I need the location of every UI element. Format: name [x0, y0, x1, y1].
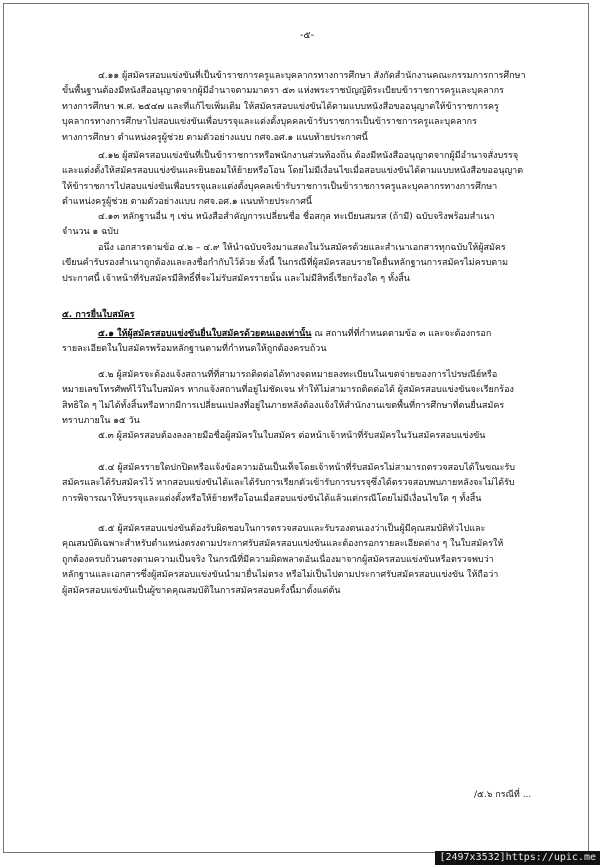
section-heading: ๕. การยื่นใบสมัคร [62, 310, 135, 320]
text-line: ๔.๑๑ ผู้สมัครสอบแข่งขันที่เป็นข้าราชการครูและบุคลากรทางการศึกษา สังกัดสำนักงานคณะกรรมการการศึกษา [98, 71, 526, 81]
text-span: ณ สถานที่ที่กำหนดตามข้อ ๓ และจะต้องกรอก [311, 329, 492, 339]
text-line: ตำแหน่งครูผู้ช่วย ตามตัวอย่างแบบ กศจ.อศ.๑ แนบท้ายประกาศนี้ [62, 197, 313, 208]
text-line [62, 327, 552, 342]
text-line: จำนวน ๑ ฉบับ [62, 227, 119, 238]
text-line: รายละเอียดในใบสมัครพร้อมหลักฐานตามที่กำหนดให้ถูกต้องครบถ้วน [62, 344, 327, 355]
clause-5-1 [62, 327, 552, 358]
text-line: และแต่งตั้งให้สมัครสอบแข่งขันและยินยอมให้ย้ายหรือโอน โดยไม่มีเงื่อนไขเมื่อสอบแข่งขันได้ตามแบบหนังสือขออนุญาต [62, 166, 524, 177]
section-5 [62, 308, 552, 323]
text-line: หลักฐานและเอกสารซึ่งผู้สมัครสอบแข่งขันนำมายื่นไม่ตรง หรือไม่เป็นไปตามประกาศรับสมัครสอบแข่งขัน ให้ถือว่า [62, 570, 499, 581]
text-line: สมัครและได้รับสมัครไว้ หากสอบแข่งขันได้และได้รับการเรียกตัวเข้ารับการบรรจุซึ่งได้ตรวจสอบพบภายหลังจะไม่ได้รับ [62, 478, 515, 489]
clause-4-11 [62, 69, 552, 146]
text-line: ๕.๔ ผู้สมัครรายใดปกปิดหรือแจ้งข้อความอันเป็นเท็จโดยเจ้าหน้าที่รับสมัครไม่สามารถตรวจสอบได้ในขณะรับ [98, 463, 516, 473]
text-line: สิทธิใด ๆ ไม่ได้ทั้งสิ้นหรือหากมีการเปลี่ยนแปลงที่อยู่ในภายหลังต้องแจ้งให้สำนักงานเขตพื้นที่การศึกษาที่ตนยื่นสมัคร [62, 400, 505, 411]
text-line: ทราบภายใน ๑๕ วัน [62, 416, 140, 427]
note-paragraph [62, 241, 552, 287]
text-line: ๕.๓ ผู้สมัครสอบต้องลงลายมือชื่อผู้สมัครในใบสมัคร ต่อหน้าเจ้าหน้าที่รับสมัครในวันสมัครสอบแข่งขัน [98, 431, 486, 441]
text-line: ทางการศึกษา พ.ศ. ๒๕๔๗ และที่แก้ไขเพิ่มเติม ให้สมัครสอบแข่งขันได้ตามแบบหนังสือขออนุญาตให้ข้าราชการครู [62, 101, 499, 112]
clause-4-12 [62, 149, 552, 211]
text-line: ถูกต้องครบถ้วนตรงตามความเป็นจริง ในกรณีที่มีความผิดพลาดอันเนื่องมาจากผู้สมัครสอบแข่งขันหรือตรวจพบว่า [62, 554, 494, 565]
continuation-marker: /๕.๖ กรณีที่ ... [474, 790, 532, 800]
text-line: ๔.๑๒ ผู้สมัครสอบแข่งขันที่เป็นข้าราชการหรือพนักงานส่วนท้องถิ่น ต้องมีหนังสืออนุญาตจากผู้มีอำนาจสั่งบรรจุ [98, 151, 519, 161]
text-line: บุคลากรทางการศึกษาไปสอบแข่งขันเพื่อบรรจุและแต่งตั้งบุคคลเข้ารับราชการเป็นข้าราชการครูและบุคลากร [62, 117, 477, 128]
clause-5-3 [62, 429, 552, 444]
text-line: การพิจารณาให้บรรจุและแต่งตั้งหรือให้ย้ายหรือโอนเมื่อสอบแข่งขันได้แล้วแต่กรณีโดยไม่มีเงื่อนไขใด ๆ ทั้งสิ้น [62, 493, 482, 504]
text-line: ประกาศนี้ เจ้าหน้าที่รับสมัครมีสิทธิ์ที่จะไม่รับสมัครรายนั้น และไม่มีสิทธิ์เรียกร้องใด ๆ ทั้งสิ้น [62, 273, 410, 284]
text-line: ทางการศึกษา ตำแหน่งครูผู้ช่วย ตามตัวอย่างแบบ กศจ.อศ.๑ แนบท้ายประกาศนี้ [62, 132, 368, 143]
text-line: ๔.๑๓ หลักฐานอื่น ๆ เช่น หนังสือสำคัญการเปลี่ยนชื่อ ชื่อสกุล ทะเบียนสมรส (ถ้ามี) ฉบับจริงพร้อมสำเนา [98, 212, 495, 222]
text-line: ๕.๒ ผู้สมัครจะต้องแจ้งสถานที่ที่สามารถติดต่อได้ทางจดหมายลงทะเบียนในเขตจ่ายของการไปรษณีย์หรือ [98, 370, 498, 380]
text-line: คุณสมบัติเฉพาะสำหรับตำแหน่งตรงตามประกาศรับสมัครสอบแข่งขันและต้องกรอกรายละเอียดต่าง ๆ ในใบสมัครให้ [62, 539, 504, 550]
clause-5-2 [62, 368, 552, 430]
text-line: ขั้นพื้นฐานต้องมีหนังสืออนุญาตจากผู้มีอำนาจตามมาตรา ๕๓ แห่งพระราชบัญญัติระเบียบข้าราชการครูและบุคลากร [62, 86, 504, 97]
text-line: เขียนคำรับรองสำเนาถูกต้องและลงชื่อกำกับไว้ด้วย ทั้งนี้ ในกรณีที่ผู้สมัครสอบรายใดยื่นหลักฐานการสมัครไม่ครบตาม [62, 258, 509, 269]
text-line: ให้ข้าราชการไปสอบแข่งขันเพื่อบรรจุและแต่งตั้งบุคคลเข้ารับราชการเป็นข้าราชการครูและบุคลากรทางการศึกษา [62, 181, 498, 192]
text-line: หมายเลขโทรศัพท์ไว้ในใบสมัคร หากแจ้งสถานที่อยู่ไม่ชัดเจน ทำให้ไม่สามารถติดต่อได้ ผู้สมัครสอบแข่งขันจะเรียกร้อง [62, 385, 514, 396]
text-line: ๕.๕ ผู้สมัครสอบแข่งขันต้องรับผิดชอบในการตรวจสอบและรับรองตนเองว่าเป็นผู้มีคุณสมบัติทั่วไปและ [98, 524, 486, 534]
page-number: -๕- [299, 30, 315, 41]
watermark-text: [2497x3532]https://upic.me [435, 851, 600, 865]
text-line: อนึ่ง เอกสารตามข้อ ๔.๒ – ๔.๙ ให้นำฉบับจริงมาแสดงในวันสมัครด้วยและสำเนาเอกสารทุกฉบับให้ผู้สมัคร [98, 243, 506, 253]
clause-5-5 [62, 522, 552, 599]
emphasis-text: ๕.๑ ให้ผู้สมัครสอบแข่งขันยื่นใบสมัครด้วยตนเองเท่านั้น [98, 329, 312, 339]
clause-5-4 [62, 461, 552, 507]
clause-4-13 [62, 210, 552, 241]
text-line: ผู้สมัครสอบแข่งขันเป็นผู้ขาดคุณสมบัติในการสมัครสอบครั้งนี้มาตั้งแต่ต้น [62, 585, 341, 596]
